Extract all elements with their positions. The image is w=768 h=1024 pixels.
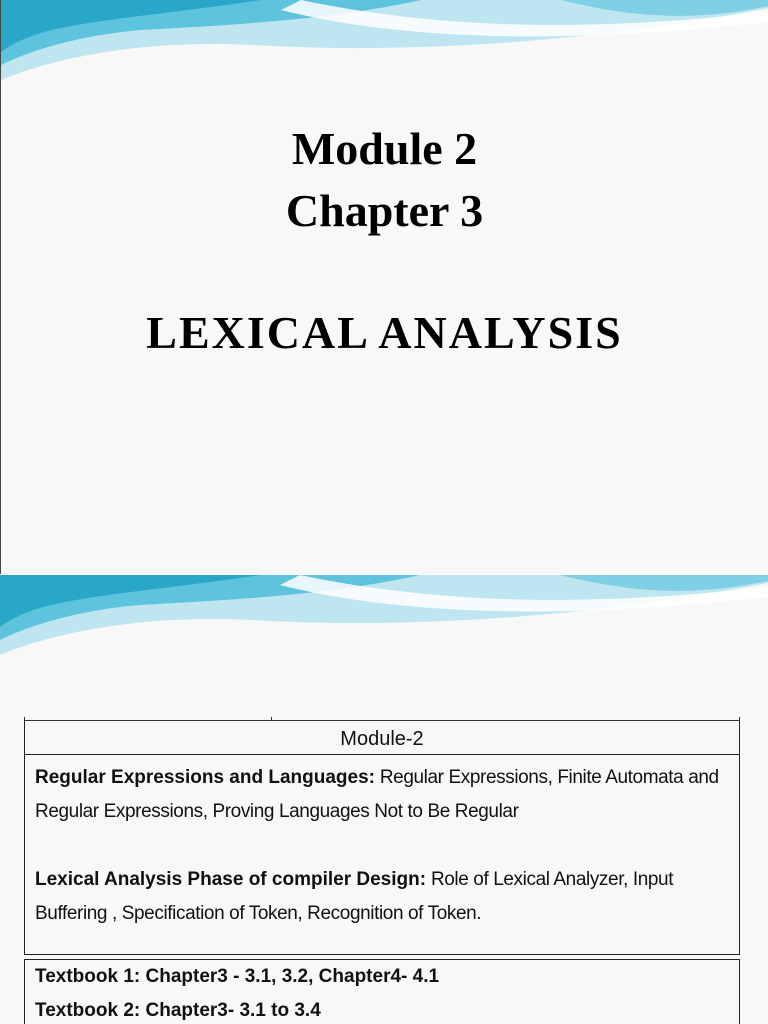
wave-decoration: [0, 575, 768, 665]
title-module: Module 2: [291, 123, 478, 174]
textbook-1-refs: Chapter3 - 3.1, 3.2, Chapter4- 4.1: [140, 966, 440, 987]
textbook-1-label: Textbook 1:: [35, 966, 141, 987]
wave-decoration: [1, 0, 768, 90]
textbook-2-label: Textbook 2:: [35, 1000, 141, 1021]
paragraph-regular-expressions: [35, 761, 729, 829]
textbook-1: [35, 960, 729, 994]
slide-syllabus: [0, 575, 768, 1024]
table-footer: [24, 959, 740, 1024]
syllabus-table: [24, 720, 740, 1024]
paragraph-lexical-analysis: [35, 863, 729, 931]
table-body: [24, 755, 740, 955]
table-top-border: [24, 720, 740, 721]
textbook-2: [35, 994, 729, 1024]
table-header: Module-2: [24, 721, 740, 755]
title-lexical-analysis: LEXICAL ANALYSIS: [146, 307, 623, 358]
heading-lexical-analysis: Lexical Analysis Phase of compiler Design:: [35, 869, 427, 890]
title-chapter: Chapter 3: [285, 185, 484, 236]
heading-regular-expressions: Regular Expressions and Languages:: [35, 767, 375, 788]
text-regular-expressions: Regular Expressions, Finite Automata and Regular Expressions, Proving Languages Not to Be Regular: [35, 767, 719, 822]
textbook-2-refs: Chapter3- 3.1 to 3.4: [140, 1000, 321, 1021]
text-lexical-analysis: Role of Lexical Analyzer, Input Buffering , Specification of Token, Recognition of Token.: [35, 869, 674, 924]
